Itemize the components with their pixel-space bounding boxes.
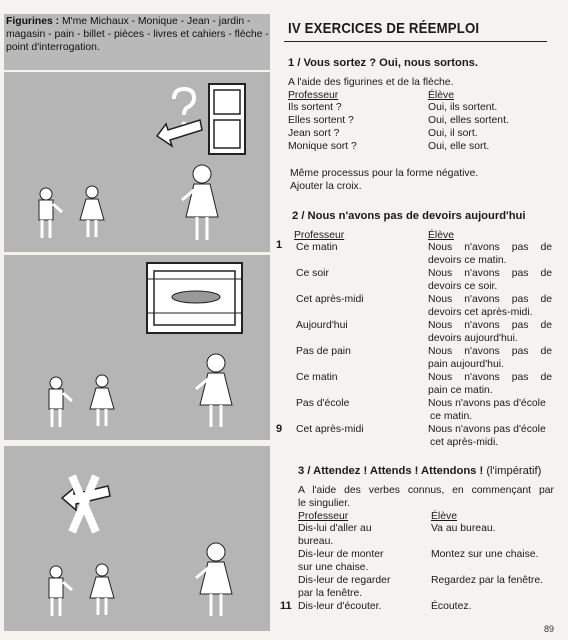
exercise-3-prompt-line1: Dis-leur de regarder <box>298 575 391 586</box>
exercise-3-answer: Écoutez. <box>431 601 472 612</box>
exercise-1-question: Jean sort ? <box>288 128 340 139</box>
exercise-2-answer-line2: devoirs ce soir. <box>428 281 498 292</box>
exercise-1-answer: Oui, elle sort. <box>428 141 490 152</box>
exercise-2-prompt: Pas de pain <box>296 346 351 357</box>
exercise-3-prompt: Dis-leur d'écouter. <box>298 601 382 612</box>
exercise-1-question: Elles sortent ? <box>288 115 354 126</box>
exercise-2-answer-line1: Nous n'avons pas d'école <box>428 424 546 435</box>
illustration-panel-negative <box>4 446 270 631</box>
exercise-2-last-number: 9 <box>276 423 283 435</box>
figurines-caption <box>6 15 270 54</box>
exercise-2-answer <box>428 371 552 397</box>
exercise-1-note: Ajouter la croix. <box>290 181 362 192</box>
exercise-2-answer <box>428 319 552 345</box>
figurines-list: M'me Michaux - Monique - Jean - jardin - magasin - pain - billet - pièces - livres et cahiers - flèche - point d'interrogation. <box>6 16 269 53</box>
exercise-2-answer <box>428 293 552 319</box>
exercise-3-prompt-line2: sur une chaise. <box>298 562 369 573</box>
exercise-1-title: 1 / Vous sortez ? Oui, nous sortons. <box>288 57 479 69</box>
exercise-2-prompt: Cet après-midi <box>296 294 364 305</box>
exercise-1-note: Même processus pour la forme négative. <box>290 168 479 179</box>
exercise-2-answer-line2: devoirs ce matin. <box>428 255 507 266</box>
exercise-2-answer-line1: Nous n'avons pas de <box>428 268 552 279</box>
exercise-3-title-note: (l'impératif) <box>486 465 542 477</box>
exercise-2-answer-line1: Nous n'avons pas d'école <box>428 398 546 409</box>
exercise-2-answer-line2: devoirs cet après-midi. <box>428 307 533 318</box>
exercise-2-answer-line2: cet après-midi. <box>430 437 499 448</box>
exercise-1-student-header: Élève <box>428 90 454 101</box>
exercise-3-prompt-line2: bureau. <box>298 536 334 547</box>
exercise-2-prompt: Cet après-midi <box>296 424 364 435</box>
illustration-panel-exit <box>4 72 270 252</box>
exercise-3-prompt-line2: par la fenêtre. <box>298 588 363 599</box>
exercise-1-question: Monique sort ? <box>288 141 357 152</box>
exercise-1-answer: Oui, ils sortent. <box>428 102 498 113</box>
illustration-panel-shop <box>4 255 270 440</box>
exercise-3-prompt <box>298 522 372 548</box>
exercise-3-prompt <box>298 548 383 574</box>
exercise-2-answer-line1: Nous n'avons pas de <box>428 320 552 331</box>
exercise-2-answer-line2: devoirs aujourd'hui. <box>428 333 518 344</box>
exercise-3-last-number: 11 <box>280 600 292 612</box>
section-title: IV EXERCICES DE RÉEMPLOI <box>288 20 480 37</box>
page-number: 89 <box>543 624 554 634</box>
exercise-3-answer: Va au bureau. <box>431 523 496 534</box>
arrow-icon <box>157 120 202 146</box>
title-rule <box>284 41 547 42</box>
exercise-3-prompt-line1: Dis-lui d'aller au <box>298 523 372 534</box>
figure-jean <box>49 566 72 616</box>
exercise-3-answer: Montez sur une chaise. <box>431 549 539 560</box>
exercise-3-answer: Regardez par la fenêtre. <box>431 575 544 586</box>
figure-monique <box>90 375 114 426</box>
exercise-3-student-header: Élève <box>431 511 457 522</box>
exercise-2-answer-line1: Nous n'avons pas de <box>428 372 552 383</box>
exercise-3-intro-line1: A l'aide des verbes connus, en commençant par <box>298 485 554 496</box>
figure-mme-michaux <box>196 543 232 616</box>
exercise-2-answer-line2: pain ce matin. <box>428 385 493 396</box>
exercise-2-prompt: Aujourd'hui <box>296 320 348 331</box>
exercise-2-prompt: Ce matin <box>296 372 338 383</box>
exercise-2-prompt: Pas d'école <box>296 398 350 409</box>
exercise-2-prompt: Ce matin <box>296 242 338 253</box>
exercise-2-answer-line1: Nous n'avons pas de <box>428 346 552 357</box>
exercise-2-prompt: Ce soir <box>296 268 329 279</box>
exercise-1-question: Ils sortent ? <box>288 102 342 113</box>
exercise-2-answer <box>428 423 552 449</box>
exercise-3-teacher-header: Professeur <box>298 511 349 522</box>
figure-jean <box>39 188 62 238</box>
figure-mme-michaux <box>196 354 232 427</box>
exercise-3-prompt-line1: Dis-leur de monter <box>298 549 384 560</box>
question-mark-icon <box>174 89 194 127</box>
figure-monique <box>90 564 114 615</box>
exercise-1-teacher-header: Professeur <box>288 90 339 101</box>
exercise-1-answer: Oui, elles sortent. <box>428 115 509 126</box>
bread-icon <box>172 291 220 303</box>
figure-mme-michaux <box>182 165 218 240</box>
exercise-2-student-header: Élève <box>428 230 454 241</box>
figurines-label: Figurines : <box>6 16 60 27</box>
door-icon <box>209 84 245 154</box>
exercise-2-title: 2 / Nous n'avons pas de devoirs aujourd'hui <box>292 210 526 222</box>
exercise-2-first-number: 1 <box>276 239 283 251</box>
exercise-2-answer <box>428 267 552 293</box>
exercise-3-title-text: 3 / Attendez ! Attends ! Attendons ! <box>298 465 484 477</box>
exercise-2-teacher-header: Professeur <box>294 230 345 241</box>
exercise-3-intro-line2: le singulier. <box>298 498 350 509</box>
exercise-1-intro: A l'aide des figurines et de la flèche. <box>288 77 454 88</box>
exercise-2-answer <box>428 241 552 267</box>
exercise-3-prompt <box>298 574 390 600</box>
exercise-2-answer-line1: Nous n'avons pas de <box>428 242 552 253</box>
exercise-1-answer: Oui, il sort. <box>428 128 478 139</box>
exercise-2-answer-line2: ce matin. <box>430 411 473 422</box>
exercise-2-answer <box>428 397 552 423</box>
figure-jean <box>49 377 72 427</box>
exercise-2-answer-line1: Nous n'avons pas de <box>428 294 552 305</box>
exercise-3-title <box>298 465 541 477</box>
exercise-2-answer-line2: pain aujourd'hui. <box>428 359 504 370</box>
figure-monique <box>80 186 104 237</box>
exercise-2-answer <box>428 345 552 371</box>
